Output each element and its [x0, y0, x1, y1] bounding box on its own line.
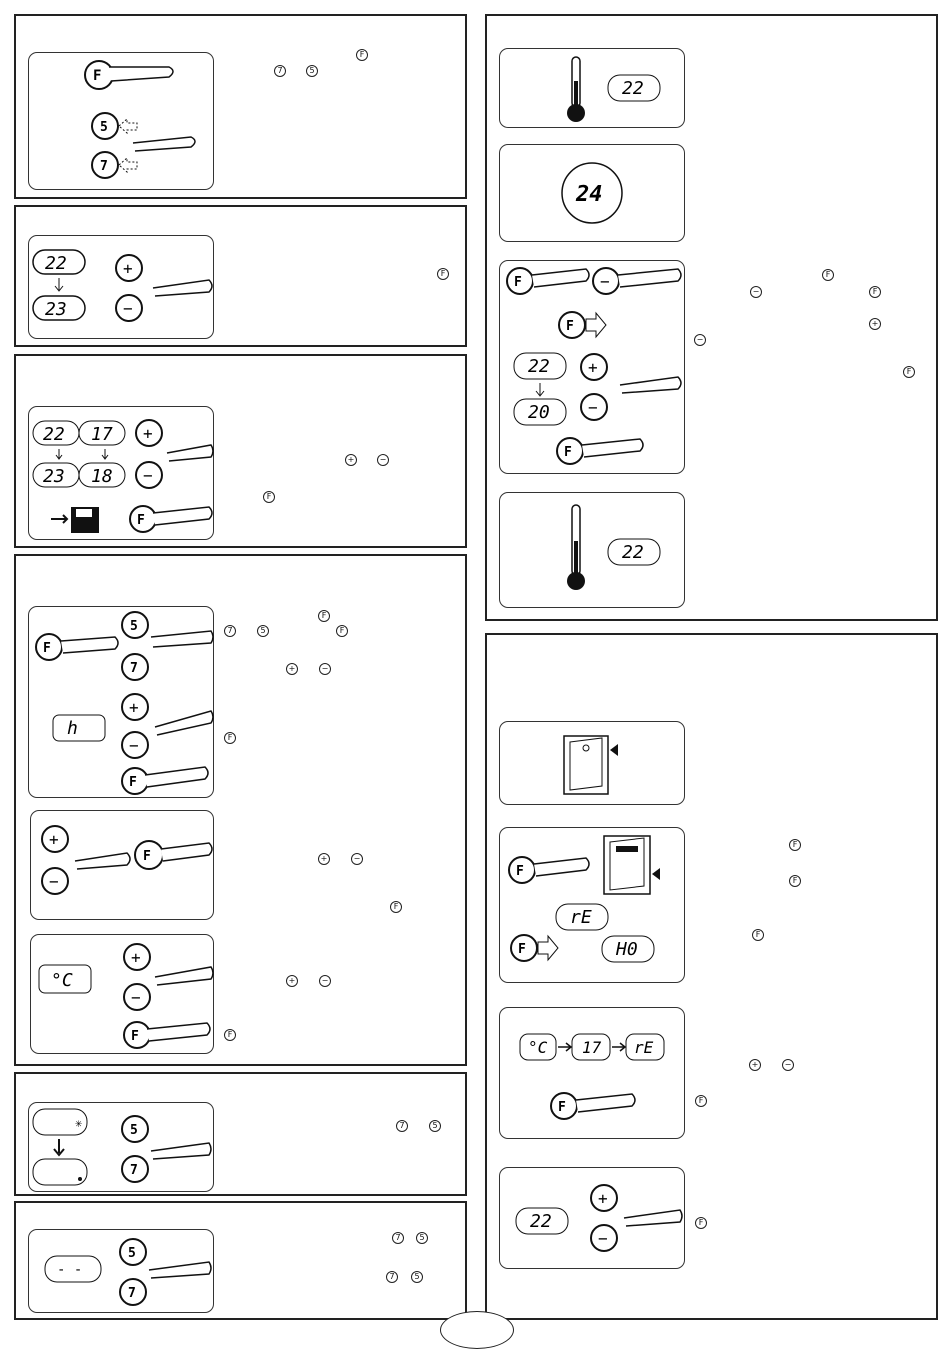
- seq-re: [626, 1034, 664, 1060]
- panel-mode-illustration: [29, 53, 215, 191]
- f-symbol-icon: F: [869, 286, 881, 298]
- f-button[interactable]: [559, 312, 585, 338]
- plus-symbol-icon: +: [318, 853, 330, 865]
- svg-text:F: F: [564, 445, 572, 460]
- seven-symbol-icon: 7: [274, 65, 286, 77]
- svg-text:°C: °C: [51, 970, 73, 991]
- power-switch-icon[interactable]: [564, 736, 608, 794]
- finger-icon: [155, 967, 213, 985]
- plus-symbol-icon: +: [869, 318, 881, 330]
- reset-select-illustration: [500, 1008, 686, 1140]
- down-arrow-icon: [56, 449, 108, 459]
- display-room-temp: [608, 75, 660, 101]
- svg-text:22: 22: [43, 424, 65, 445]
- clock-icon: [562, 163, 622, 223]
- svg-text:7: 7: [130, 1163, 138, 1178]
- panel-thermometer-2: [499, 492, 685, 608]
- svg-text:22: 22: [622, 542, 644, 563]
- svg-text:22: 22: [45, 253, 67, 274]
- minus-symbol-icon: −: [351, 853, 363, 865]
- plus-button[interactable]: [124, 944, 150, 970]
- button-5[interactable]: [122, 1116, 148, 1142]
- f-symbol-icon: F: [224, 1029, 236, 1041]
- down-arrow-icon: [54, 1139, 64, 1155]
- section-room-temperature: [485, 14, 938, 621]
- five-symbol-icon: 5: [411, 1271, 423, 1283]
- panel-final-adjust: [499, 1167, 685, 1269]
- svg-text:F: F: [43, 641, 51, 656]
- plus-button[interactable]: [136, 420, 162, 446]
- button-5[interactable]: [92, 113, 118, 139]
- svg-text:+: +: [131, 948, 141, 967]
- f-symbol-icon: F: [903, 366, 915, 378]
- panel-reset-select: [499, 1007, 685, 1139]
- svg-text:F: F: [93, 68, 102, 84]
- finger-icon: [155, 711, 213, 735]
- plus-button[interactable]: [122, 694, 148, 720]
- power-switch-illustration: [500, 722, 686, 806]
- svg-text:24: 24: [576, 182, 603, 207]
- f-symbol-icon: F: [263, 491, 275, 503]
- display-final: [516, 1208, 568, 1234]
- minus-button[interactable]: [116, 295, 142, 321]
- page-number-oval: [440, 1311, 514, 1349]
- svg-text:17: 17: [91, 424, 113, 445]
- f-button[interactable]: [507, 268, 533, 294]
- finger-icon: [153, 280, 212, 296]
- section-reset: [485, 633, 938, 1320]
- section-set-temperature: [14, 205, 467, 347]
- svg-text:+: +: [588, 358, 598, 377]
- set-room-temp-illustration: [500, 261, 686, 475]
- blink-star-icon: ✳: [75, 1116, 83, 1130]
- svg-text:F: F: [566, 319, 574, 334]
- display-h: [53, 715, 105, 741]
- svg-text:−: −: [123, 299, 133, 318]
- display-dashes: [45, 1256, 101, 1282]
- svg-text:−: −: [129, 736, 139, 755]
- finger-icon: [576, 1094, 635, 1112]
- panel-indicator: [28, 1102, 214, 1192]
- seven-symbol-icon: 7: [396, 1120, 408, 1132]
- finger-icon: [109, 67, 173, 81]
- plus-symbol-icon: +: [749, 1059, 761, 1071]
- display-b1: [33, 463, 79, 487]
- panel-save-illustration: [29, 407, 215, 541]
- five-symbol-icon: 5: [306, 65, 318, 77]
- finger-icon: [153, 507, 212, 525]
- display-set-b: [514, 399, 566, 425]
- seven-symbol-icon: 7: [392, 1232, 404, 1244]
- minus-button[interactable]: [122, 732, 148, 758]
- finger-icon: [167, 445, 213, 461]
- plus-symbol-icon: +: [345, 454, 357, 466]
- f-button[interactable]: [557, 438, 583, 464]
- button-7[interactable]: [122, 1156, 148, 1182]
- f-symbol-icon: F: [224, 732, 236, 744]
- dot-icon: [78, 1177, 82, 1181]
- f-symbol-icon: F: [356, 49, 368, 61]
- f-symbol-icon: F: [336, 625, 348, 637]
- svg-text:5: 5: [100, 120, 108, 135]
- plus-symbol-icon: +: [286, 663, 298, 675]
- section-select-mode: [14, 14, 467, 199]
- press-arrow-icon: [586, 313, 606, 337]
- finger-icon: [151, 1143, 211, 1159]
- f-button[interactable]: [135, 841, 163, 869]
- f-button[interactable]: [511, 935, 537, 961]
- svg-text:F: F: [514, 275, 522, 290]
- svg-text:−: −: [598, 1229, 608, 1248]
- display-celsius: [39, 965, 91, 993]
- panel-adjust-unit: [30, 934, 214, 1054]
- svg-text:18: 18: [91, 466, 113, 487]
- svg-text:+: +: [598, 1189, 608, 1208]
- clock-illustration: [500, 145, 686, 243]
- press-arrow-icon: [538, 936, 558, 960]
- section-save-values: [14, 354, 467, 548]
- save-disk-icon: [51, 507, 99, 533]
- svg-text:- -: - -: [57, 1262, 83, 1278]
- display-re: [556, 904, 608, 930]
- button-5[interactable]: [120, 1239, 146, 1265]
- panel-settings-entry: [28, 606, 214, 798]
- arrow-left-icon: [610, 744, 618, 756]
- button-5[interactable]: [122, 612, 148, 638]
- svg-text:5: 5: [130, 619, 138, 634]
- svg-text:F: F: [558, 1100, 566, 1115]
- reset-sequence-illustration: [500, 828, 686, 984]
- section-settings-menu: [14, 554, 467, 1066]
- panel-adjust-hours: [30, 810, 214, 920]
- display-set-a: [514, 353, 566, 379]
- f-symbol-icon: F: [390, 901, 402, 913]
- svg-text:rE: rE: [634, 1038, 654, 1057]
- svg-text:22: 22: [530, 1211, 552, 1232]
- f-button[interactable]: [130, 506, 156, 532]
- finger-icon: [147, 1023, 210, 1041]
- display-ho: [602, 936, 654, 962]
- plus-button[interactable]: [591, 1185, 617, 1211]
- finger-icon: [582, 439, 643, 457]
- svg-text:F: F: [516, 864, 524, 879]
- finger-icon: [161, 843, 212, 861]
- finger-icon: [534, 858, 589, 876]
- display-b2: [79, 463, 125, 487]
- plus-button[interactable]: [42, 826, 68, 852]
- arrow-right-icon: [612, 1043, 625, 1051]
- arrow-right-icon: [558, 1043, 571, 1051]
- f-symbol-icon: F: [789, 839, 801, 851]
- down-arrow-icon: [536, 383, 544, 396]
- f-button[interactable]: [509, 857, 535, 883]
- panel-reset-sequence: [499, 827, 685, 983]
- finger-icon: [133, 137, 195, 151]
- svg-text:−: −: [143, 466, 153, 485]
- down-arrow-icon: [55, 278, 63, 291]
- display-new: [33, 296, 85, 320]
- svg-text:22: 22: [528, 356, 550, 377]
- f-button[interactable]: [122, 768, 148, 794]
- display-current: [33, 250, 85, 274]
- panel-save-values: [28, 406, 214, 540]
- svg-text:−: −: [49, 872, 59, 891]
- minus-button[interactable]: [581, 394, 607, 420]
- seq-celsius: [520, 1034, 556, 1060]
- finger-icon: [145, 767, 208, 787]
- panel-temperature-adjust: [28, 235, 214, 339]
- svg-text:H0: H0: [616, 939, 638, 960]
- f-symbol-icon: F: [318, 610, 330, 622]
- svg-text:F: F: [131, 1029, 139, 1044]
- svg-text:17: 17: [582, 1038, 602, 1057]
- finger-icon: [532, 269, 589, 287]
- svg-text:F: F: [143, 849, 151, 864]
- svg-text:23: 23: [45, 299, 67, 320]
- svg-text:+: +: [123, 259, 133, 278]
- panel-set-room-temp: [499, 260, 685, 474]
- f-button[interactable]: [124, 1022, 150, 1048]
- svg-text:−: −: [588, 398, 598, 417]
- panel-unit-illustration: [31, 935, 215, 1055]
- section-lock: [14, 1201, 467, 1320]
- panel-thermometer-1: [499, 48, 685, 128]
- plus-button[interactable]: [116, 255, 142, 281]
- minus-button[interactable]: [591, 1225, 617, 1251]
- minus-symbol-icon: −: [750, 286, 762, 298]
- svg-text:−: −: [600, 272, 610, 291]
- minus-button[interactable]: [42, 868, 68, 894]
- panel-lock-illustration: [29, 1230, 215, 1314]
- five-symbol-icon: 5: [416, 1232, 428, 1244]
- svg-text:F: F: [518, 942, 526, 957]
- svg-text:rE: rE: [570, 907, 592, 928]
- thermometer-icon: [567, 57, 585, 122]
- button-7[interactable]: [120, 1279, 146, 1305]
- panel-adjust-illustration: [31, 811, 215, 921]
- svg-text:5: 5: [128, 1246, 136, 1261]
- thermometer-illustration: [500, 49, 686, 129]
- panel-temperature-illustration: [29, 236, 215, 340]
- display-a1: [33, 421, 79, 445]
- svg-text:5: 5: [130, 1123, 138, 1138]
- display-steady: [33, 1159, 87, 1185]
- final-adjust-illustration: [500, 1168, 686, 1270]
- finger-icon: [151, 631, 213, 647]
- minus-symbol-icon: −: [782, 1059, 794, 1071]
- seq-17: [572, 1034, 610, 1060]
- finger-icon: [618, 269, 681, 287]
- panel-settings-illustration: [29, 607, 215, 799]
- panel-lock: [28, 1229, 214, 1313]
- arrow-left-icon: [652, 868, 660, 880]
- seven-symbol-icon: 7: [386, 1271, 398, 1283]
- svg-text:+: +: [143, 424, 153, 443]
- svg-text:−: −: [131, 988, 141, 1007]
- minus-symbol-icon: −: [319, 663, 331, 675]
- svg-text:23: 23: [43, 466, 65, 487]
- minus-symbol-icon: −: [377, 454, 389, 466]
- f-button[interactable]: [36, 634, 62, 660]
- panel-indicator-illustration: [29, 1103, 215, 1193]
- finger-icon: [624, 1210, 682, 1226]
- svg-text:+: +: [129, 698, 139, 717]
- svg-text:7: 7: [128, 1286, 136, 1301]
- panel-clock: [499, 144, 685, 242]
- section-indicator: [14, 1072, 467, 1196]
- finger-icon: [149, 1262, 211, 1278]
- button-7[interactable]: [92, 152, 118, 178]
- panel-power-switch: [499, 721, 685, 805]
- f-symbol-icon: F: [695, 1095, 707, 1107]
- minus-button[interactable]: [124, 984, 150, 1010]
- minus-symbol-icon: −: [319, 975, 331, 987]
- f-symbol-icon: F: [695, 1217, 707, 1229]
- f-symbol-icon: F: [752, 929, 764, 941]
- svg-text:7: 7: [100, 159, 108, 174]
- minus-button[interactable]: [136, 462, 162, 488]
- five-symbol-icon: 5: [257, 625, 269, 637]
- svg-text:°C: °C: [528, 1038, 548, 1057]
- five-symbol-icon: 5: [429, 1120, 441, 1132]
- f-symbol-icon: F: [437, 268, 449, 280]
- f-button[interactable]: [551, 1093, 577, 1119]
- svg-text:+: +: [49, 830, 59, 849]
- svg-text:F: F: [129, 775, 137, 790]
- minus-button[interactable]: [593, 268, 619, 294]
- display-a2: [79, 421, 125, 445]
- panel-mode-buttons: [28, 52, 214, 190]
- press-arrow-icon: [119, 119, 137, 133]
- plus-button[interactable]: [581, 354, 607, 380]
- f-button[interactable]: [85, 61, 113, 89]
- thermometer-illustration: [500, 493, 686, 609]
- f-symbol-icon: F: [822, 269, 834, 281]
- svg-text:22: 22: [622, 78, 644, 99]
- display-room-temp: [608, 539, 660, 565]
- thermometer-icon: [567, 505, 585, 590]
- svg-text:7: 7: [130, 661, 138, 676]
- finger-icon: [620, 377, 681, 393]
- svg-text:F: F: [137, 513, 145, 528]
- minus-symbol-icon: −: [694, 334, 706, 346]
- button-7[interactable]: [122, 654, 148, 680]
- plus-symbol-icon: +: [286, 975, 298, 987]
- svg-text:h: h: [67, 718, 78, 739]
- finger-icon: [75, 853, 130, 869]
- press-arrow-icon: [119, 158, 137, 172]
- svg-text:20: 20: [528, 402, 550, 423]
- finger-icon: [61, 637, 118, 653]
- seven-symbol-icon: 7: [224, 625, 236, 637]
- power-switch-icon[interactable]: [604, 836, 650, 894]
- f-symbol-icon: F: [789, 875, 801, 887]
